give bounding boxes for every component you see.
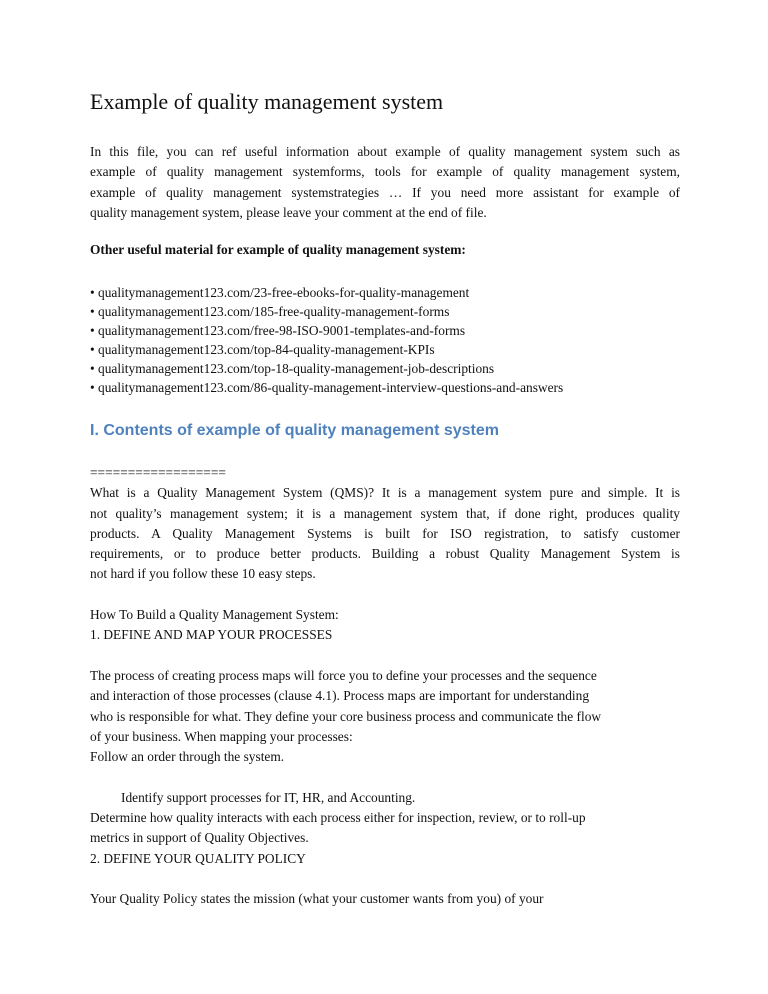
determine-line: Determine how quality interacts with each process either for inspection, review, or to roll-up xyxy=(90,810,586,826)
resource-link[interactable]: • qualitymanagement123.com/top-84-quality-management-KPIs xyxy=(90,342,435,357)
step-1-heading: 1. DEFINE AND MAP YOUR PROCESSES xyxy=(90,627,333,643)
qms-line: not quality’s management system; it is a management system that, if done right, produces quality xyxy=(90,505,680,521)
document-title: Example of quality management system xyxy=(90,89,444,114)
qms-line: requirements, or to produce better products. Building a robust Quality Management System is xyxy=(90,546,680,562)
other-material-heading: Other useful material for example of quality management system: xyxy=(90,242,466,257)
policy-line: Your Quality Policy states the mission (what your customer wants from you) of your xyxy=(90,891,544,907)
process-line: and interaction of those processes (clause 4.1). Process maps are important for understanding xyxy=(90,688,590,704)
resource-link[interactable]: • qualitymanagement123.com/86-quality-management-interview-questions-and-answers xyxy=(90,380,564,395)
qms-line: not hard if you follow these 10 easy steps. xyxy=(90,566,316,582)
identify-line: Identify support processes for IT, HR, and Accounting. xyxy=(121,789,416,805)
resource-link[interactable]: • qualitymanagement123.com/top-18-quality-management-job-descriptions xyxy=(90,361,495,376)
process-line: of your business. When mapping your processes: xyxy=(90,728,353,744)
intro-line: In this file, you can ref useful information about example of quality management system such as xyxy=(90,144,680,159)
section-body xyxy=(90,463,680,910)
separator-line: ================== xyxy=(90,465,226,480)
process-line: The process of creating process maps will force you to define your processes and the sequence xyxy=(90,667,597,683)
intro-line: quality management system, please leave your comment at the end of file. xyxy=(90,204,487,220)
resource-link-list xyxy=(90,283,563,397)
intro-line: example of quality management systemstrategies … If you need more assistant for example of xyxy=(90,184,680,200)
process-line: Follow an order through the system. xyxy=(90,749,285,765)
resource-link[interactable]: • qualitymanagement123.com/free-98-ISO-9001-templates-and-forms xyxy=(90,323,466,338)
section-heading: I. Contents of example of quality management system xyxy=(90,422,499,439)
resource-link[interactable]: • qualitymanagement123.com/185-free-quality-management-forms xyxy=(90,304,450,319)
qms-line: products. A Quality Management Systems is built for ISO registration, to satisfy customer xyxy=(90,525,680,541)
resource-link[interactable]: • qualitymanagement123.com/23-free-ebooks-for-quality-management xyxy=(90,285,470,300)
intro-line: example of quality management systemforms, tools for example of quality management system, xyxy=(90,164,680,180)
step-2-heading: 2. DEFINE YOUR QUALITY POLICY xyxy=(90,850,306,866)
determine-line: metrics in support of Quality Objectives. xyxy=(90,830,309,846)
intro-paragraph xyxy=(90,142,680,223)
process-line: who is responsible for what. They define your core business process and communicate the flow xyxy=(90,708,602,724)
how-to-heading: How To Build a Quality Management System: xyxy=(90,607,339,623)
qms-line: What is a Quality Management System (QMS)? It is a management system pure and simple. It is xyxy=(90,485,680,501)
